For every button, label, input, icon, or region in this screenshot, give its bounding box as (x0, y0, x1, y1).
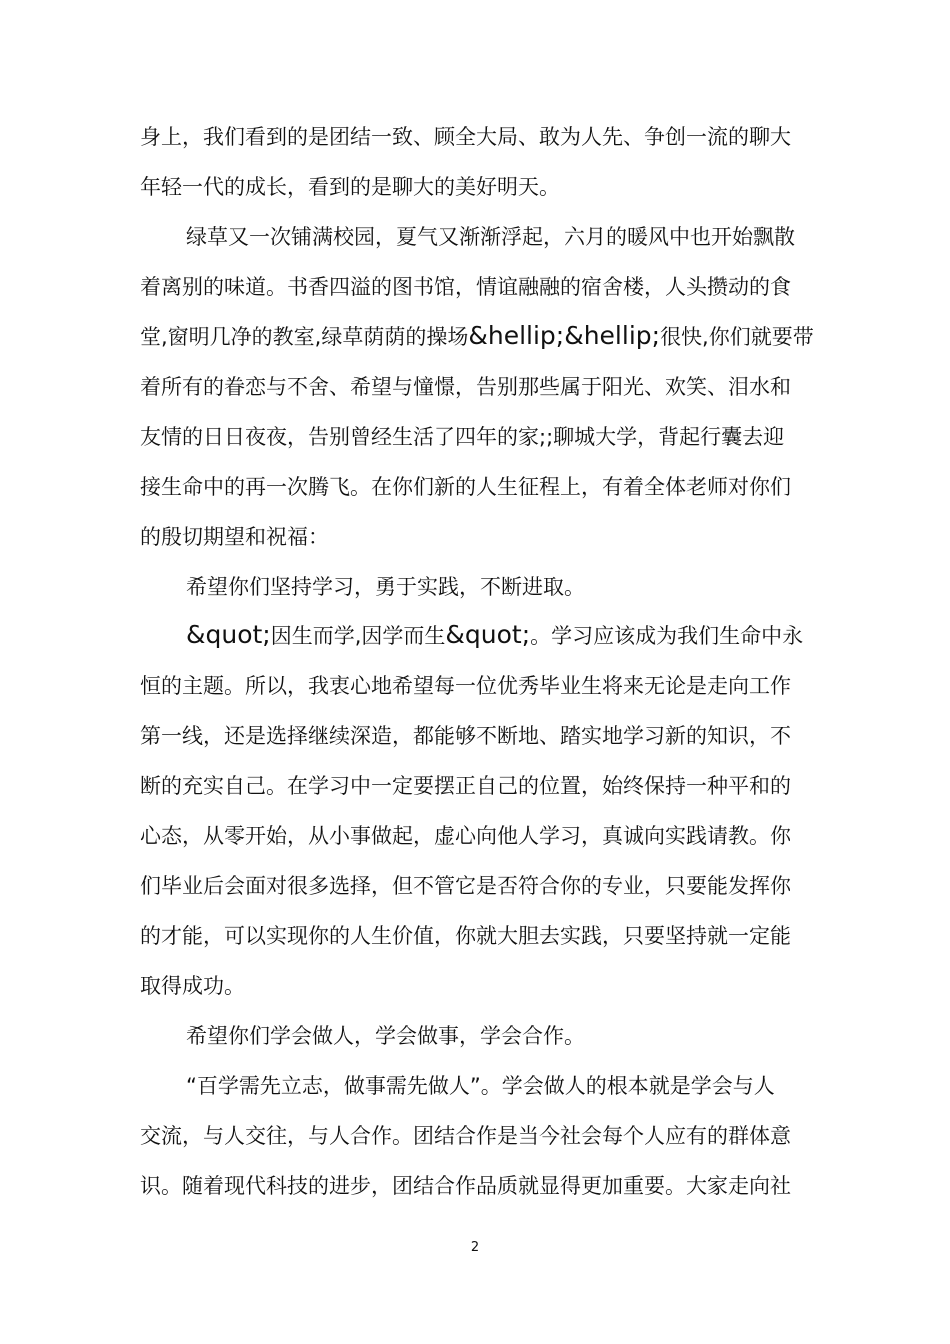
text-segment: 因生而学,因学而生 (270, 624, 446, 648)
text-segment: 很快,你们就要带 (660, 325, 814, 349)
literal-entity-quot: &quot; (186, 620, 271, 649)
text-line (140, 322, 814, 351)
text-line: 希望你们学会做人，学会做事，学会合作。 (186, 1024, 585, 1048)
text-line: 识。随着现代科技的进步，团结合作品质就显得更加重要。大家走向社 (140, 1174, 791, 1198)
text-segment: 。学习应该成为我们生命中永 (530, 624, 804, 648)
text-line: 年轻一代的成长，看到的是聊大的美好明天。 (140, 175, 560, 199)
text-line: 绿草又一次铺满校园，夏气又渐渐浮起，六月的暖风中也开始飘散 (186, 225, 795, 249)
text-line (186, 621, 803, 650)
text-line: 着离别的味道。书香四溢的图书馆，情谊融融的宿舍楼，人头攒动的食 (140, 275, 791, 299)
literal-entity-quot: &quot; (445, 620, 531, 649)
literal-entity-hellip: &hellip;&hellip; (468, 321, 661, 350)
text-line: 取得成功。 (140, 974, 245, 998)
text-line: 第一线，还是选择继续深造，都能够不断地、踏实地学习新的知识，不 (140, 724, 791, 748)
text-segment: 堂,窗明几净的教室,绿草荫荫的操场 (140, 325, 469, 349)
text-line: 身上，我们看到的是团结一致、顾全大局、敢为人先、争创一流的聊大 (140, 125, 791, 149)
text-line: 恒的主题。所以，我衷心地希望每一位优秀毕业生将来无论是走向工作 (140, 674, 791, 698)
text-line: 交流，与人交往，与人合作。团结合作是当今社会每个人应有的群体意 (140, 1124, 791, 1148)
text-line: 的才能，可以实现你的人生价值，你就大胆去实践，只要坚持就一定能 (140, 924, 791, 948)
text-line: 们毕业后会面对很多选择，但不管它是否符合你的专业，只要能发挥你 (140, 874, 791, 898)
text-line: 的殷切期望和祝福： (140, 525, 329, 549)
text-line: “百学需先立志，做事需先做人”。学会做人的根本就是学会与人 (186, 1074, 775, 1098)
page-number: 2 (470, 1240, 480, 1255)
text-line: 着所有的眷恋与不舍、希望与憧憬，告别那些属于阳光、欢笑、泪水和 (140, 375, 791, 399)
text-line: 心态，从零开始，从小事做起，虚心向他人学习，真诚向实践请教。你 (140, 824, 791, 848)
text-line: 友情的日日夜夜，告别曾经生活了四年的家;;聊城大学，背起行囊去迎 (140, 425, 785, 449)
text-line: 希望你们坚持学习，勇于实践，不断进取。 (186, 575, 585, 599)
text-line: 接生命中的再一次腾飞。在你们新的人生征程上，有着全体老师对你们 (140, 475, 791, 499)
text-line: 断的充实自己。在学习中一定要摆正自己的位置，始终保持一种平和的 (140, 774, 791, 798)
